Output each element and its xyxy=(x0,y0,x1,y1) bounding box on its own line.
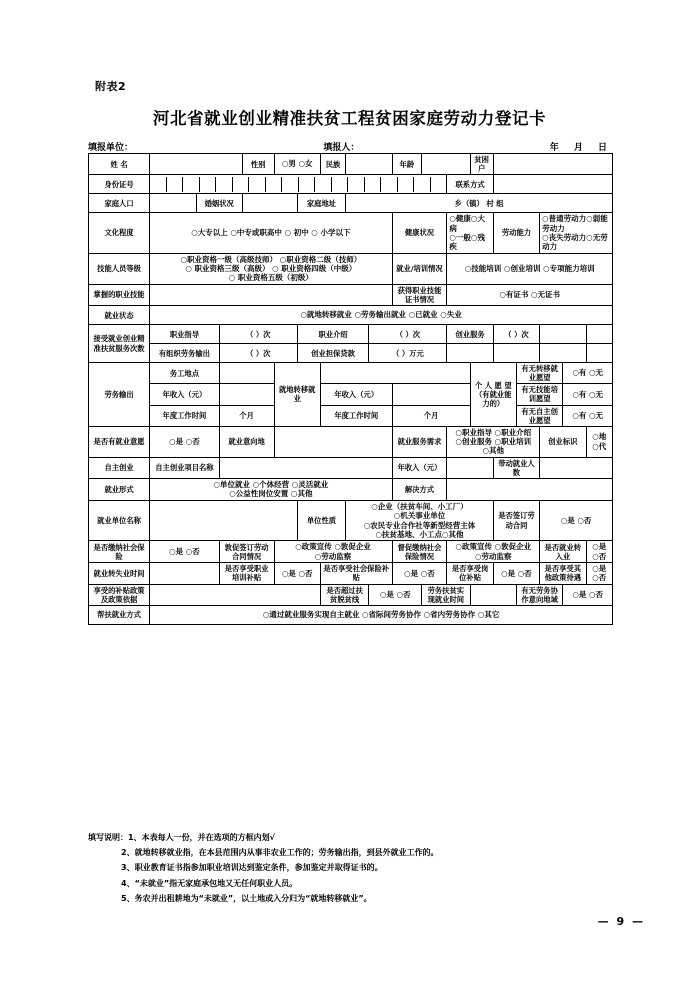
local-annual-income-label: 年收入（元） xyxy=(320,384,392,405)
startup-flag-label: 创业标识 xyxy=(540,426,586,457)
form-notes xyxy=(88,830,633,906)
labor-options-line1[interactable]: ○普通劳动力○弱能劳动力 xyxy=(542,214,608,233)
export-annual-income-label: 年收入（元） xyxy=(150,384,220,405)
family-size-label: 家庭人口 xyxy=(89,194,150,213)
labor-export-label: 劳务输出 xyxy=(89,363,150,427)
table-row-service-count-1 xyxy=(89,325,613,344)
health-options-line2[interactable]: ○一般○残疾 xyxy=(449,232,485,252)
service-need-options[interactable] xyxy=(447,426,540,457)
project-name-value-field[interactable] xyxy=(219,457,392,478)
table-row-name xyxy=(89,154,613,175)
service-extra-cell-2[interactable] xyxy=(586,325,612,344)
labor-options-line2[interactable]: ○丧失劳动力○无劳动力 xyxy=(542,232,608,252)
service-count-label: 接受就业创业精准扶贫服务次数 xyxy=(89,325,150,363)
unit-type-label: 单位性质 xyxy=(297,500,346,541)
filing-date-label: 年 月 日 xyxy=(549,143,613,153)
table-row-subsidy-basis xyxy=(89,584,613,605)
employment-form-line2[interactable]: ○公益性岗位安置 ○其他 xyxy=(229,489,313,499)
wish-startup-label: 有无自主创业愿望 xyxy=(516,405,562,426)
table-row-self-employment xyxy=(89,457,613,478)
marital-status-value-field[interactable] xyxy=(242,194,297,213)
notes-item-1: 1、本表每人一份，并在选项的方框内划√ xyxy=(128,833,275,842)
labor-contract-label: 是否签订劳动合同 xyxy=(493,500,539,541)
labor-contract-options[interactable]: ○是 ○否 xyxy=(540,500,613,541)
employment-status-options[interactable]: ○就地转移就业 ○劳务输出就业 ○已就业 ○失业 xyxy=(150,306,613,325)
filing-person-label: 填报人： xyxy=(323,143,360,153)
social-subsidy-options[interactable]: ○是 ○否 xyxy=(392,563,447,585)
table-row-employer-unit xyxy=(89,500,613,541)
job-intro-count[interactable]: （ ）次 xyxy=(369,325,447,344)
local-worktime-label: 年度工作时间 xyxy=(320,405,392,426)
unemployment-time-label: 就业转失业时间 xyxy=(89,563,150,585)
name-value-field[interactable] xyxy=(150,154,243,175)
employment-form-label: 就业形式 xyxy=(89,479,150,501)
startup-service-count[interactable]: （ ）次 xyxy=(493,325,539,344)
willingness-options[interactable]: ○是 ○否 xyxy=(150,426,220,457)
employment-form-options[interactable] xyxy=(150,479,392,501)
table-row-subsidies xyxy=(89,563,613,585)
health-options-line1[interactable]: ○健康○大病 xyxy=(449,214,485,233)
id-number-label: 身份证号 xyxy=(89,175,150,194)
marital-status-label: 婚姻状况 xyxy=(196,194,242,213)
certificate-label: 获得职业技能证书情况 xyxy=(392,284,447,305)
table-row-employment-form xyxy=(89,479,613,501)
health-options[interactable] xyxy=(447,213,493,254)
table-row-labor-export-3 xyxy=(89,405,613,426)
urge-insurance-line2[interactable]: ○劳动监察 xyxy=(474,551,512,561)
contact-value-field[interactable] xyxy=(493,175,612,194)
organized-export-count[interactable]: （ ）次 xyxy=(219,344,297,363)
skill-level-option-2[interactable]: ○ 职业资格三级（高级） ○ 职业资格四级（中级） xyxy=(185,264,357,274)
work-place-label: 务工地点 xyxy=(150,363,220,384)
urge-insurance-options[interactable] xyxy=(447,541,540,563)
other-policy-options[interactable]: ○是 ○否 xyxy=(586,563,612,585)
training-status-label: 就业/培训情况 xyxy=(392,253,447,284)
driven-jobs-value-field[interactable] xyxy=(540,457,613,478)
health-label: 健康状况 xyxy=(392,213,447,254)
notes-item-3: 3、职业教育证书指参加职业培训达到鉴定条件，参加鉴定并取得证书的。 xyxy=(121,863,383,873)
local-annual-income-field[interactable] xyxy=(392,384,470,405)
unit-type-line1[interactable]: ○企业（扶贫车间、小工厂） xyxy=(371,501,468,511)
service-extra-cell-1[interactable] xyxy=(540,325,586,344)
training-status-options[interactable]: ○技能培训 ○创业培训 ○专项能力培训 xyxy=(447,253,613,284)
coop-intent-options[interactable]: ○是 ○否 xyxy=(563,584,613,605)
service-extra-cell-4[interactable] xyxy=(493,344,539,363)
subsidy-basis-label: 享受的补贴政策及政策依据 xyxy=(89,584,150,605)
unit-type-options[interactable] xyxy=(346,500,494,541)
employment-form-line1[interactable]: ○单位就业 ○个体经营 ○灵活就业 xyxy=(213,480,329,490)
ethnicity-label: 民族 xyxy=(320,154,345,175)
emp-to-unemp-flag-options[interactable]: ○是 ○否 xyxy=(586,541,612,563)
table-row-skills xyxy=(89,284,613,305)
education-label: 文化程度 xyxy=(89,213,150,254)
labor-poverty-time-label: 劳务扶贫实现就业时间 xyxy=(422,584,470,605)
training-subsidy-options[interactable]: ○是 ○否 xyxy=(274,563,320,585)
age-value-field[interactable] xyxy=(422,154,470,175)
solution-way-value-field[interactable] xyxy=(447,479,613,501)
career-guidance-count[interactable]: （ ）次 xyxy=(219,325,297,344)
social-insurance-label: 是否缴纳社会保险 xyxy=(89,541,150,563)
help-way-options[interactable]: ○通过就业服务实现自主就业 ○省际间劳务协作 ○省内劳务协作 ○其它 xyxy=(150,606,613,625)
poverty-line-label: 是否超过扶贫脱贫线 xyxy=(320,584,368,605)
project-name-label: 自主创业项目名称 xyxy=(150,457,220,478)
urge-contract-line2[interactable]: ○劳动监察 xyxy=(314,551,352,561)
skill-level-options[interactable] xyxy=(150,253,392,284)
driven-jobs-label: 带动就业人数 xyxy=(493,457,539,478)
notes-title: 填写说明： xyxy=(88,833,128,842)
poor-household-label: 贫困户 xyxy=(470,154,493,175)
service-need-line2[interactable]: ○创业服务 ○职业培训 xyxy=(455,437,532,447)
notes-item-2: 2、就地转移就业指，在本县范围内从事非农业工作的；劳务输出指，到县外就业工作的。 xyxy=(121,848,439,858)
employment-status-label: 就业状态 xyxy=(89,306,150,325)
id-number-value-field[interactable] xyxy=(150,175,447,194)
gender-label: 性别 xyxy=(242,154,274,175)
job-intro-label: 职业介绍 xyxy=(297,325,369,344)
service-extra-cell-6[interactable] xyxy=(586,344,612,363)
startup-income-label: 年收入（元） xyxy=(392,457,447,478)
urge-insurance-label: 督促缴纳社会保险情况 xyxy=(392,541,447,563)
training-subsidy-label: 是否享受职业培训补贴 xyxy=(219,563,274,585)
service-extra-cell-5[interactable] xyxy=(540,344,586,363)
wish-transfer-options[interactable]: ○有 ○无 xyxy=(563,363,613,384)
table-row-service-count-2 xyxy=(89,344,613,363)
labor-poverty-time-value-field[interactable] xyxy=(470,584,516,605)
other-policy-label: 是否享受其他政策待遇 xyxy=(540,563,586,585)
export-worktime-label: 年度工作时间 xyxy=(150,405,220,426)
service-need-line3[interactable]: ○其他 xyxy=(482,446,505,456)
table-row-labor-export-1 xyxy=(89,363,613,384)
solution-way-label: 解决方式 xyxy=(392,479,447,501)
meta-row xyxy=(88,140,613,153)
startup-loan-amount[interactable]: （ ）万元 xyxy=(369,344,447,363)
startup-service-label: 创业服务 xyxy=(447,325,493,344)
address-label: 家庭地址 xyxy=(297,194,346,213)
labor-ability-label: 劳动能力 xyxy=(493,213,539,254)
ethnicity-value-field[interactable] xyxy=(346,154,392,175)
work-place-value-field[interactable] xyxy=(219,363,274,384)
id-digit-boxes[interactable] xyxy=(150,177,446,192)
poor-household-value-field[interactable] xyxy=(493,154,612,175)
willingness-label: 是否有就业意愿 xyxy=(89,426,150,457)
certificate-options[interactable]: ○有证书 ○无证书 xyxy=(447,284,613,305)
urge-contract-options[interactable] xyxy=(274,541,392,563)
notes-item-5: 5、务农并出租耕地为“未就业”，以土地或入分归为“就地转移就业”。 xyxy=(121,893,372,903)
subsidy-basis-value-field[interactable] xyxy=(150,584,321,605)
urge-contract-line1[interactable]: ○政策宣传 ○敦促企业 xyxy=(295,542,371,552)
wish-training-label: 有无技能培训愿望 xyxy=(516,384,562,405)
poverty-line-options[interactable]: ○是 ○否 xyxy=(369,584,422,605)
wish-startup-options[interactable]: ○有 ○无 xyxy=(563,405,613,426)
table-row-willingness xyxy=(89,426,613,457)
service-need-label: 就业服务需求 xyxy=(392,426,447,457)
urge-contract-label: 敦促签订劳动合同情况 xyxy=(219,541,274,563)
table-row-labor-export-2 xyxy=(89,384,613,405)
emp-to-unemp-flag-label: 是否就业转入业 xyxy=(540,541,586,563)
contact-label: 联系方式 xyxy=(447,175,493,194)
local-transfer-label: 就地转移就业 xyxy=(274,363,320,427)
vocational-skills-value-field[interactable] xyxy=(150,284,392,305)
wish-training-options[interactable]: ○有 ○无 xyxy=(563,384,613,405)
table-row-education xyxy=(89,213,613,254)
table-row-family xyxy=(89,194,613,213)
skill-level-option-3[interactable]: ○ 职业资格五级（初级） xyxy=(228,273,313,283)
skill-level-option-1[interactable]: ○职业资格一级（高级技师） ○职业资格二级（技师） xyxy=(180,254,362,264)
post-subsidy-options[interactable]: ○是 ○否 xyxy=(493,563,539,585)
help-way-label: 帮扶就业方式 xyxy=(89,606,150,625)
table-row-employment-status xyxy=(89,306,613,325)
education-options[interactable]: ○大专以上 ○中专或职高中 ○ 初中 ○ 小学以下 xyxy=(150,213,392,254)
service-need-line1[interactable]: ○职业指导 ○职业介绍 xyxy=(455,427,532,437)
table-row-insurance xyxy=(89,541,613,563)
name-label: 姓 名 xyxy=(89,154,150,175)
unit-type-line4[interactable]: ○扶贫基地、小工点○其他 xyxy=(375,529,464,539)
address-value-field[interactable]: 乡（镇） 村 组 xyxy=(346,194,613,213)
age-label: 年龄 xyxy=(392,154,422,175)
organized-export-label: 有组织劳务输出 xyxy=(150,344,220,363)
startup-flag-options[interactable]: ○地 ○代 xyxy=(586,426,612,457)
table-row-skill-level xyxy=(89,253,613,284)
gender-options[interactable]: ○男 ○女 xyxy=(274,154,320,175)
startup-loan-label: 创业担保贷款 xyxy=(297,344,369,363)
intent-place-value-field[interactable] xyxy=(274,426,392,457)
coop-intent-label: 有无劳务协作意向地域 xyxy=(516,584,562,605)
skill-level-label: 技能人员等级 xyxy=(89,253,150,284)
vocational-skills-label: 掌握的职业技能 xyxy=(89,284,150,305)
employer-name-value-field[interactable] xyxy=(150,500,298,541)
service-extra-cell-3[interactable] xyxy=(447,344,493,363)
startup-income-value-field[interactable] xyxy=(447,457,493,478)
social-subsidy-label: 是否享受社会保险补贴 xyxy=(320,563,392,585)
table-row-id xyxy=(89,175,613,194)
export-annual-income-field[interactable] xyxy=(219,384,274,405)
page-number: — 9 — xyxy=(597,915,645,928)
personal-wish-label: 个 人 愿 望（有就业能力的） xyxy=(470,363,516,427)
registration-form-table xyxy=(88,153,613,625)
doc-label: 附表2 xyxy=(95,80,127,93)
intent-place-label: 就业意向地 xyxy=(219,426,274,457)
local-worktime-unit[interactable]: 个月 xyxy=(392,405,470,426)
social-insurance-options[interactable]: ○是 ○否 xyxy=(150,541,220,563)
notes-item-4: 4、“未就业”指无家庭承包地又无任何职业人员。 xyxy=(121,878,298,888)
family-size-value-field[interactable] xyxy=(150,194,196,213)
filing-unit-label: 填报单位： xyxy=(88,143,134,153)
labor-ability-options[interactable] xyxy=(540,213,613,254)
page-title: 河北省就业创业精准扶贫工程贫困家庭劳动力登记卡 xyxy=(152,109,547,128)
self-employment-label: 自主创业 xyxy=(89,457,150,478)
wish-transfer-label: 有无转移就业愿望 xyxy=(516,363,562,384)
local-transfer-top-field[interactable] xyxy=(320,363,470,384)
table-row-help-way xyxy=(89,606,613,625)
unemployment-time-value-field[interactable] xyxy=(150,563,220,585)
export-worktime-unit[interactable]: 个月 xyxy=(219,405,274,426)
employer-name-label: 就业单位名称 xyxy=(89,500,150,541)
notes-line-0 xyxy=(88,830,633,845)
career-guidance-label: 职业指导 xyxy=(150,325,220,344)
unit-type-line3[interactable]: ○农民专业合作社等新型经营主体 xyxy=(363,520,476,530)
urge-insurance-line1[interactable]: ○政策宣传 ○敦促企业 xyxy=(455,542,532,552)
unit-type-line2[interactable]: ○机关事业单位 xyxy=(393,511,446,521)
post-subsidy-label: 是否享受岗位补贴 xyxy=(447,563,493,585)
